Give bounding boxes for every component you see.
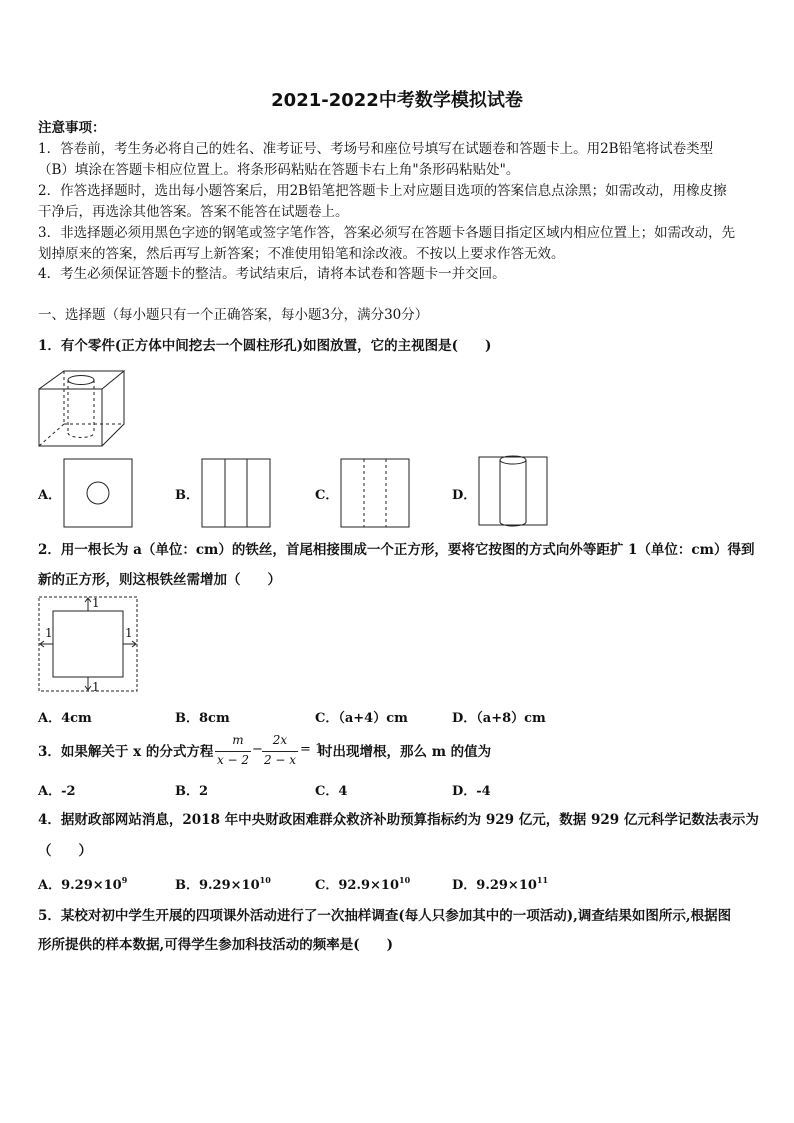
q1-option-d-figure	[478, 454, 548, 528]
q3-option-c: C．4	[315, 784, 348, 799]
q3-frac1-bar	[215, 751, 251, 752]
notice-line: 1．答卷前，考生务必将自己的姓名、准考证号、考场号和座位号填写在试题卷和答题卡上。用2B铅笔将试卷类型	[38, 141, 714, 157]
question-3-stem-suffix: 时出现增根，那么 m 的值为	[319, 744, 492, 760]
question-3-stem-prefix: 3．如果解关于 x 的分式方程	[38, 744, 214, 760]
q3-minus: −	[252, 742, 263, 757]
q3-option-a: A．-2	[38, 784, 76, 799]
q2-square-figure	[38, 596, 140, 694]
question-4-stem-line1: 4．据财政部网站消息，2018 年中央财政困难群众救济补助预算指标约为 929 亿元，数据 929 亿元科学记数法表示为	[38, 812, 759, 828]
notice-line: 4．考生必须保证答题卡的整洁。考试结束后，请将本试卷和答题卡一并交回。	[38, 266, 506, 282]
notice-line: 3．非选择题必须用黑色字迹的钢笔或签字笔作答，答案必须写在答题卡各题目指定区域内相应位置上；如需改动，先	[38, 225, 736, 241]
question-2-stem-line2: 新的正方形，则这根铁丝需增加（ ）	[38, 572, 281, 588]
notice-line: 划掉原来的答案，然后再写上新答案；不准使用铅笔和涂改液。不按以上要求作答无效。	[38, 246, 565, 262]
q2-option-b: B．8cm	[175, 711, 230, 726]
q3-equals: = 1	[300, 742, 324, 757]
q1-option-b-label: B．	[175, 488, 199, 503]
q1-option-a-label: A．	[38, 488, 62, 503]
q3-option-b: B．2	[175, 784, 209, 799]
q3-frac2-numerator: 2x	[272, 733, 288, 747]
q3-frac1-numerator: m	[232, 733, 244, 747]
q1-option-c-label: C．	[315, 488, 339, 503]
page-title: 2021-2022中考数学模拟试卷	[271, 90, 523, 111]
notice-heading: 注意事项：	[38, 120, 106, 136]
q1-option-d-label: D．	[452, 488, 477, 503]
q1-option-a-figure	[63, 458, 133, 528]
q2-option-c: C．（a+4）cm	[315, 711, 408, 726]
notice-line: 干净后，再选涂其他答案。答案不能答在试题卷上。	[38, 204, 349, 220]
q2-label-left: 1	[45, 626, 53, 640]
question-1-stem: 1．有个零件(正方体中间挖去一个圆柱形孔)如图放置，它的主视图是( )	[38, 338, 492, 354]
question-5-stem-line2: 形所提供的样本数据,可得学生参加科技活动的频率是( )	[38, 937, 393, 953]
notice-line: （B）填涂在答题卡相应位置上。将条形码粘贴在答题卡右上角"条形码粘贴处"。	[38, 162, 520, 178]
q2-option-d: D．（a+8）cm	[452, 711, 546, 726]
q3-frac1-denominator: x − 2	[216, 753, 250, 767]
q3-frac2-denominator: 2 − x	[263, 753, 297, 767]
q4-option-a: A．$9.29\times 10^9$	[38, 875, 128, 893]
question-5-stem-line1: 5．某校对初中学生开展的四项课外活动进行了一次抽样调查(每人只参加其中的一项活动),调查结果如图所示,根据图	[38, 908, 732, 924]
q1-option-c-figure	[340, 458, 410, 528]
q4-option-b: B．$9.29\times 10^{10}$	[175, 875, 271, 893]
q1-cube-figure	[38, 368, 128, 450]
q1-option-b-figure	[201, 458, 271, 528]
q3-option-d: D．-4	[452, 784, 491, 799]
question-2-stem-line1: 2．用一根长为 a（单位：cm）的铁丝，首尾相接围成一个正方形，要将它按图的方式向外等距扩 1（单位：cm）得到	[38, 542, 755, 558]
q2-label-right: 1	[125, 626, 133, 640]
q2-label-bottom: 1	[92, 680, 100, 694]
q3-frac2-bar	[262, 751, 298, 752]
notice-line: 2．作答选择题时，选出每小题答案后，用2B铅笔把答题卡上对应题目选项的答案信息点涂黑；如需改动，用橡皮擦	[38, 183, 727, 199]
q2-label-top: 1	[92, 596, 100, 610]
section-heading: 一、选择题（每小题只有一个正确答案，每小题3分，满分30分）	[38, 307, 429, 323]
q4-option-c: C．$92.9\times 10^{10}$	[315, 875, 411, 893]
q4-option-d: D．$9.29\times 10^{11}$	[452, 875, 549, 893]
question-4-stem-line2: （ ）	[38, 843, 92, 859]
q2-option-a: A．4cm	[38, 711, 92, 726]
